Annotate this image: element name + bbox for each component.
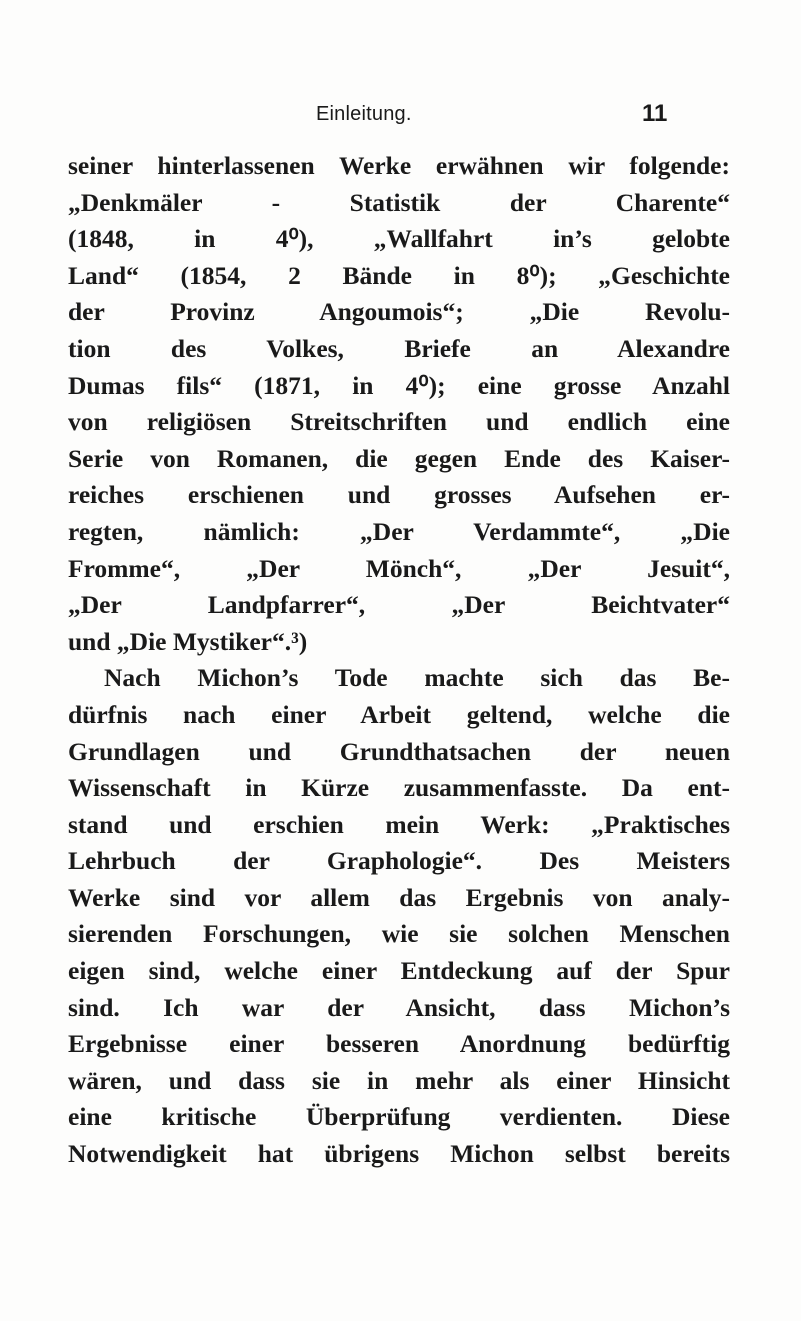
body-text	[68, 148, 730, 1173]
text-line: „Denkmäler - Statistik der Charente“	[68, 187, 730, 217]
text-line: Werke sind vor allem das Ergebnis von analy-	[68, 882, 730, 912]
text-line: und „Die Mystiker“.³)	[68, 626, 308, 656]
text-line: sind. Ich war der Ansicht, dass Michon’s	[68, 992, 730, 1022]
text-line: Notwendigkeit hat übrigens Michon selbst bereits	[68, 1139, 730, 1169]
text-line: eigen sind, welche einer Entdeckung auf der Spur	[68, 956, 730, 986]
text-line: regten, nämlich: „Der Verdammte“, „Die	[68, 516, 730, 546]
text-line: dürfnis nach einer Arbeit geltend, welche die	[68, 699, 730, 729]
page-number: 11	[642, 100, 668, 127]
running-title: Einleitung.	[316, 103, 412, 125]
text-line: Lehrbuch der Graphologie“. Des Meisters	[68, 846, 730, 876]
text-line: seiner hinterlassenen Werke erwähnen wir folgende:	[68, 151, 730, 180]
text-line: Wissenschaft in Kürze zusammenfasste. Da ent-	[68, 773, 730, 803]
text-line: wären, und dass sie in mehr als einer Hinsicht	[68, 1065, 730, 1095]
text-line: der Provinz Angoumois“; „Die Revolu-	[68, 297, 730, 327]
text-line: tion des Volkes, Briefe an Alexandre	[68, 333, 730, 363]
text-line: (1848, in 4⁰), „Wallfahrt in’s gelobte	[68, 224, 730, 254]
text-line: Grundlagen und Grundthatsachen der neuen	[68, 736, 730, 766]
text-line: sierenden Forschungen, wie sie solchen Menschen	[68, 919, 730, 949]
text-line: eine kritische Überprüfung verdienten. Diese	[68, 1102, 730, 1132]
text-line: von religiösen Streitschriften und endlich eine	[68, 407, 730, 437]
running-head	[0, 96, 801, 132]
text-line: stand und erschien mein Werk: „Praktisches	[68, 809, 730, 839]
paragraph-first-line: Nach Michon’s Tode machte sich das Be-	[104, 663, 730, 693]
text-line: Serie von Romanen, die gegen Ende des Kaiser-	[68, 443, 730, 473]
text-line: Dumas fils“ (1871, in 4⁰); eine grosse Anzahl	[68, 370, 730, 400]
text-line: Ergebnisse einer besseren Anordnung bedürftig	[68, 1029, 730, 1059]
text-line: Fromme“, „Der Mönch“, „Der Jesuit“,	[68, 553, 730, 583]
text-line: Land“ (1854, 2 Bände in 8⁰); „Geschichte	[68, 260, 730, 290]
text-line: „Der Landpfarrer“, „Der Beichtvater“	[68, 590, 730, 620]
text-line: reiches erschienen und grosses Aufsehen er-	[68, 480, 730, 510]
